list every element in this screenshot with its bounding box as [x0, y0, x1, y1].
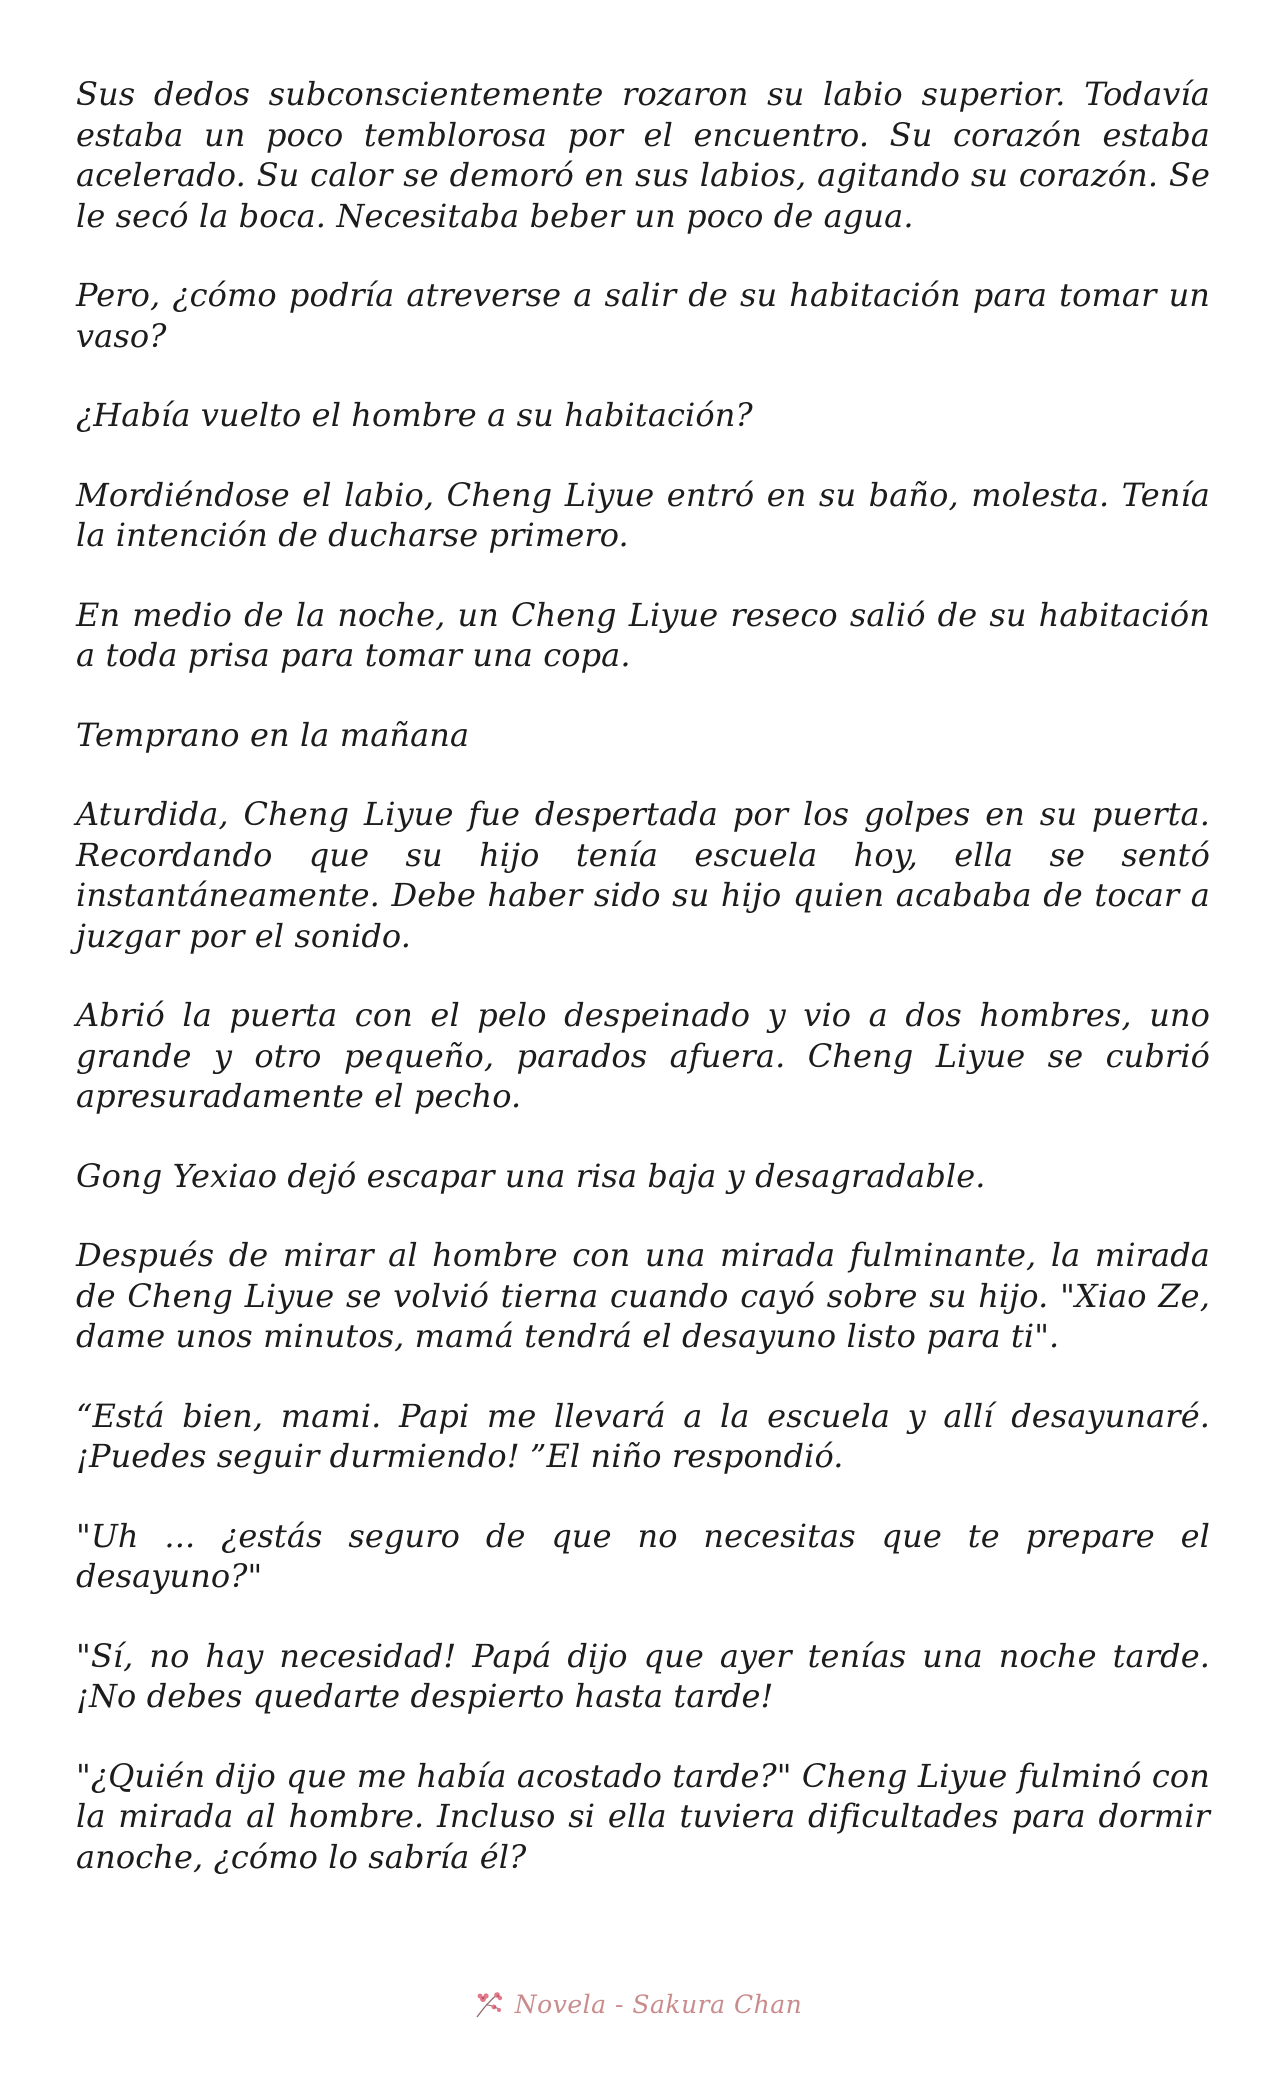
- sakura-flower-icon: [473, 1987, 507, 2021]
- document-body: [76, 74, 1210, 1916]
- paragraph-2: Pero, ¿cómo podría atreverse a salir de su habitación para tomar un vaso?: [76, 276, 1210, 355]
- paragraph-3: ¿Había vuelto el hombre a su habitación?: [76, 396, 753, 434]
- paragraph-1: Sus dedos subconscientemente rozaron su labio superior. Todavía estaba un poco temblorosa por el encuentro. Su corazón estaba acelerado. Su calor se demoró en sus labios, agitando su corazón. Se le secó la boca. Necesitaba beber un poco de agua.: [76, 75, 1210, 235]
- footer-watermark: [0, 1987, 1275, 2026]
- paragraph-14: "¿Quién dijo que me había acostado tarde?" Cheng Liyue fulminó con la mirada al hombre. Incluso si ella tuviera dificultades para dormir anoche, ¿cómo lo sabría él?: [76, 1756, 1210, 1876]
- paragraph-9: Gong Yexiao dejó escapar una risa baja y desagradable.: [76, 1156, 986, 1195]
- paragraph-13: "Sí, no hay necesidad! Papá dijo que ayer tenías una noche tarde. ¡No debes quedarte despierto hasta tarde!: [76, 1636, 1210, 1715]
- paragraph-12: "Uh ... ¿estás seguro de que no necesitas que te prepare el desayuno?": [76, 1516, 1210, 1595]
- paragraph-5: En medio de la noche, un Cheng Liyue reseco salió de su habitación a toda prisa para tomar una copa.: [76, 595, 1210, 674]
- paragraph-11: “Está bien, mami. Papi me llevará a la escuela y allí desayunaré. ¡Puedes seguir durmiendo! ”El niño respondió.: [76, 1396, 1210, 1475]
- paragraph-10: Después de mirar al hombre con una mirada fulminante, la mirada de Cheng Liyue se volvió tierna cuando cayó sobre su hijo. "Xiao Ze, dame unos minutos, mamá tendrá el desayuno listo para ti".: [76, 1236, 1210, 1355]
- paragraph-6: Temprano en la mañana: [76, 715, 470, 754]
- watermark-group: [473, 1987, 802, 2021]
- watermark-text: Novela - Sakura Chan: [514, 1989, 803, 2019]
- paragraph-8: Abrió la puerta con el pelo despeinado y vio a dos hombres, uno grande y otro pequeño, parados afuera. Cheng Liyue se cubrió apresuradamente el pecho.: [76, 996, 1210, 1115]
- paragraph-7: Aturdida, Cheng Liyue fue despertada por los golpes en su puerta. Recordando que su hijo tenía escuela hoy, ella se sentó instantáneamente. Debe haber sido su hijo quien acababa de tocar a juzgar por el sonido.: [76, 795, 1210, 955]
- paragraph-4: Mordiéndose el labio, Cheng Liyue entró en su baño, molesta. Tenía la intención de ducharse primero.: [76, 475, 1210, 554]
